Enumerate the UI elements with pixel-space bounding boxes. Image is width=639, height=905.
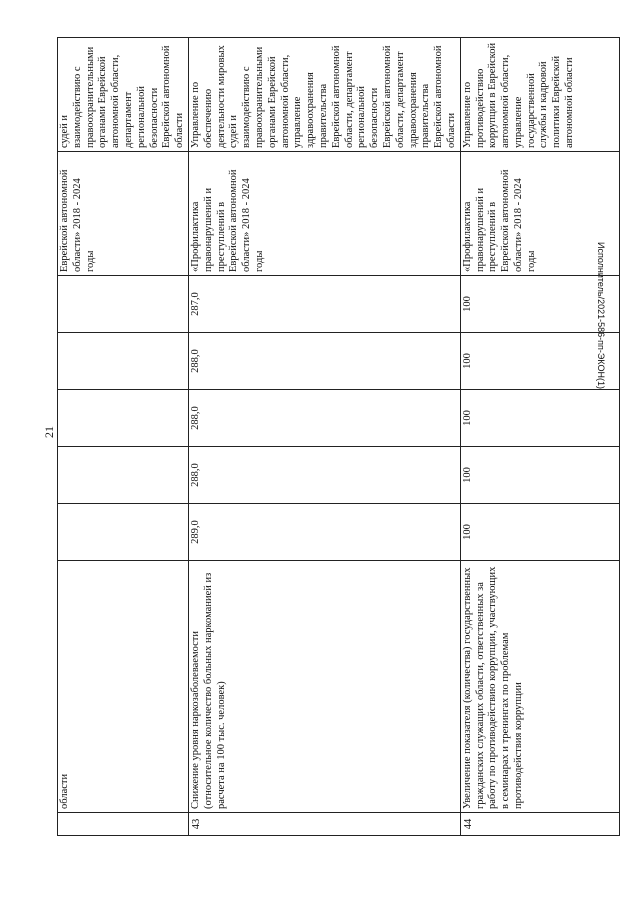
indicator-value	[58, 447, 189, 504]
indicator-value: 288,0	[188, 333, 460, 390]
row-number	[58, 813, 189, 836]
indicator-value: 288,0	[188, 390, 460, 447]
indicator-value	[58, 276, 189, 333]
page-number: 21	[42, 426, 56, 438]
table-row	[460, 38, 619, 836]
indicator-value: 100	[460, 504, 619, 561]
indicator-value: 100	[460, 447, 619, 504]
indicator-name: области	[58, 561, 189, 813]
document-footer-id: Исполнитель/2021-586-пп-ЭКОН(1)	[596, 242, 606, 389]
indicator-table-container	[57, 38, 592, 836]
indicator-name: Снижение уровня наркозаболеваемости (относительное количество больных наркоманией из расчета на 100 тыс. человек)	[188, 561, 460, 813]
indicator-name: Увеличение показателя (количества) государственных гражданских служащих области, ответственных за работу по противодействию коррупции, участвующих в семинарах и тренингах по проблемам противодействия коррупции	[460, 561, 619, 813]
indicator-value	[58, 333, 189, 390]
program-name: «Профилактика правонарушений и преступлений в Еврейской автономной области» 2018 - 2024 годы	[460, 152, 619, 276]
indicator-value: 100	[460, 276, 619, 333]
indicator-value: 288,0	[188, 447, 460, 504]
table-row	[188, 38, 460, 836]
indicator-value: 100	[460, 390, 619, 447]
indicator-table	[57, 37, 620, 836]
indicator-value: 289,0	[188, 504, 460, 561]
indicator-value	[58, 390, 189, 447]
row-number: 44	[460, 813, 619, 836]
row-number: 43	[188, 813, 460, 836]
program-name: Еврейской автономной области» 2018 - 2024 годы	[58, 152, 189, 276]
responsible-body: судей и взаимодействию с правоохранительными органами Еврейской автономной области, департамент региональной безопасности Еврейской автономной области	[58, 38, 189, 152]
indicator-value: 100	[460, 333, 619, 390]
indicator-value	[58, 504, 189, 561]
responsible-body: Управление по противодействию коррупции в Еврейской автономной области, управление государственной службы и кадровой политики Еврейской автономной области	[460, 38, 619, 152]
responsible-body: Управление по обеспечению деятельности мировых судей и взаимодействию с правоохранительными органами Еврейской автономной области, управление здравоохранения правительства Еврейской автономной области, департамент региональной безопасности Еврейской автономной области, департамент здравоохранения правительства Еврейской автономной области	[188, 38, 460, 152]
table-row	[58, 38, 189, 836]
indicator-value: 287,0	[188, 276, 460, 333]
program-name: «Профилактика правонарушений и преступлений в Еврейской автономной области» 2018 - 2024 годы	[188, 152, 460, 276]
